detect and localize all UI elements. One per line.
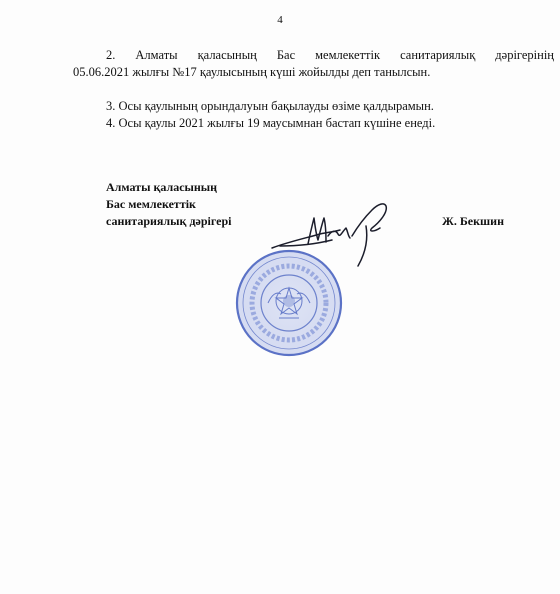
paragraph-3: 3. Осы қаулының орындалуын бақылауды өзіме қалдырамын. [106,99,434,113]
signatory-title-line-1: Алматы қаласының [106,180,218,194]
handwritten-signature [268,196,400,268]
page-number: 4 [277,14,283,26]
paragraph-2-line-1: 2. Алматы қаласының Бас мемлекеттік санитариялық дәрігерінің [106,48,554,62]
signatory-title-line-3: санитариялық дәрігері [106,214,232,228]
signatory-name: Ж. Бекшин [442,214,504,228]
signatory-title-line-2: Бас мемлекеттік [106,197,196,211]
paragraph-4: 4. Осы қаулы 2021 жылғы 19 маусымнан бастап күшіне енеді. [106,116,436,130]
paragraph-2-line-2: 05.06.2021 жылғы №17 қаулысының күші жойылды деп танылсын. [73,65,431,79]
